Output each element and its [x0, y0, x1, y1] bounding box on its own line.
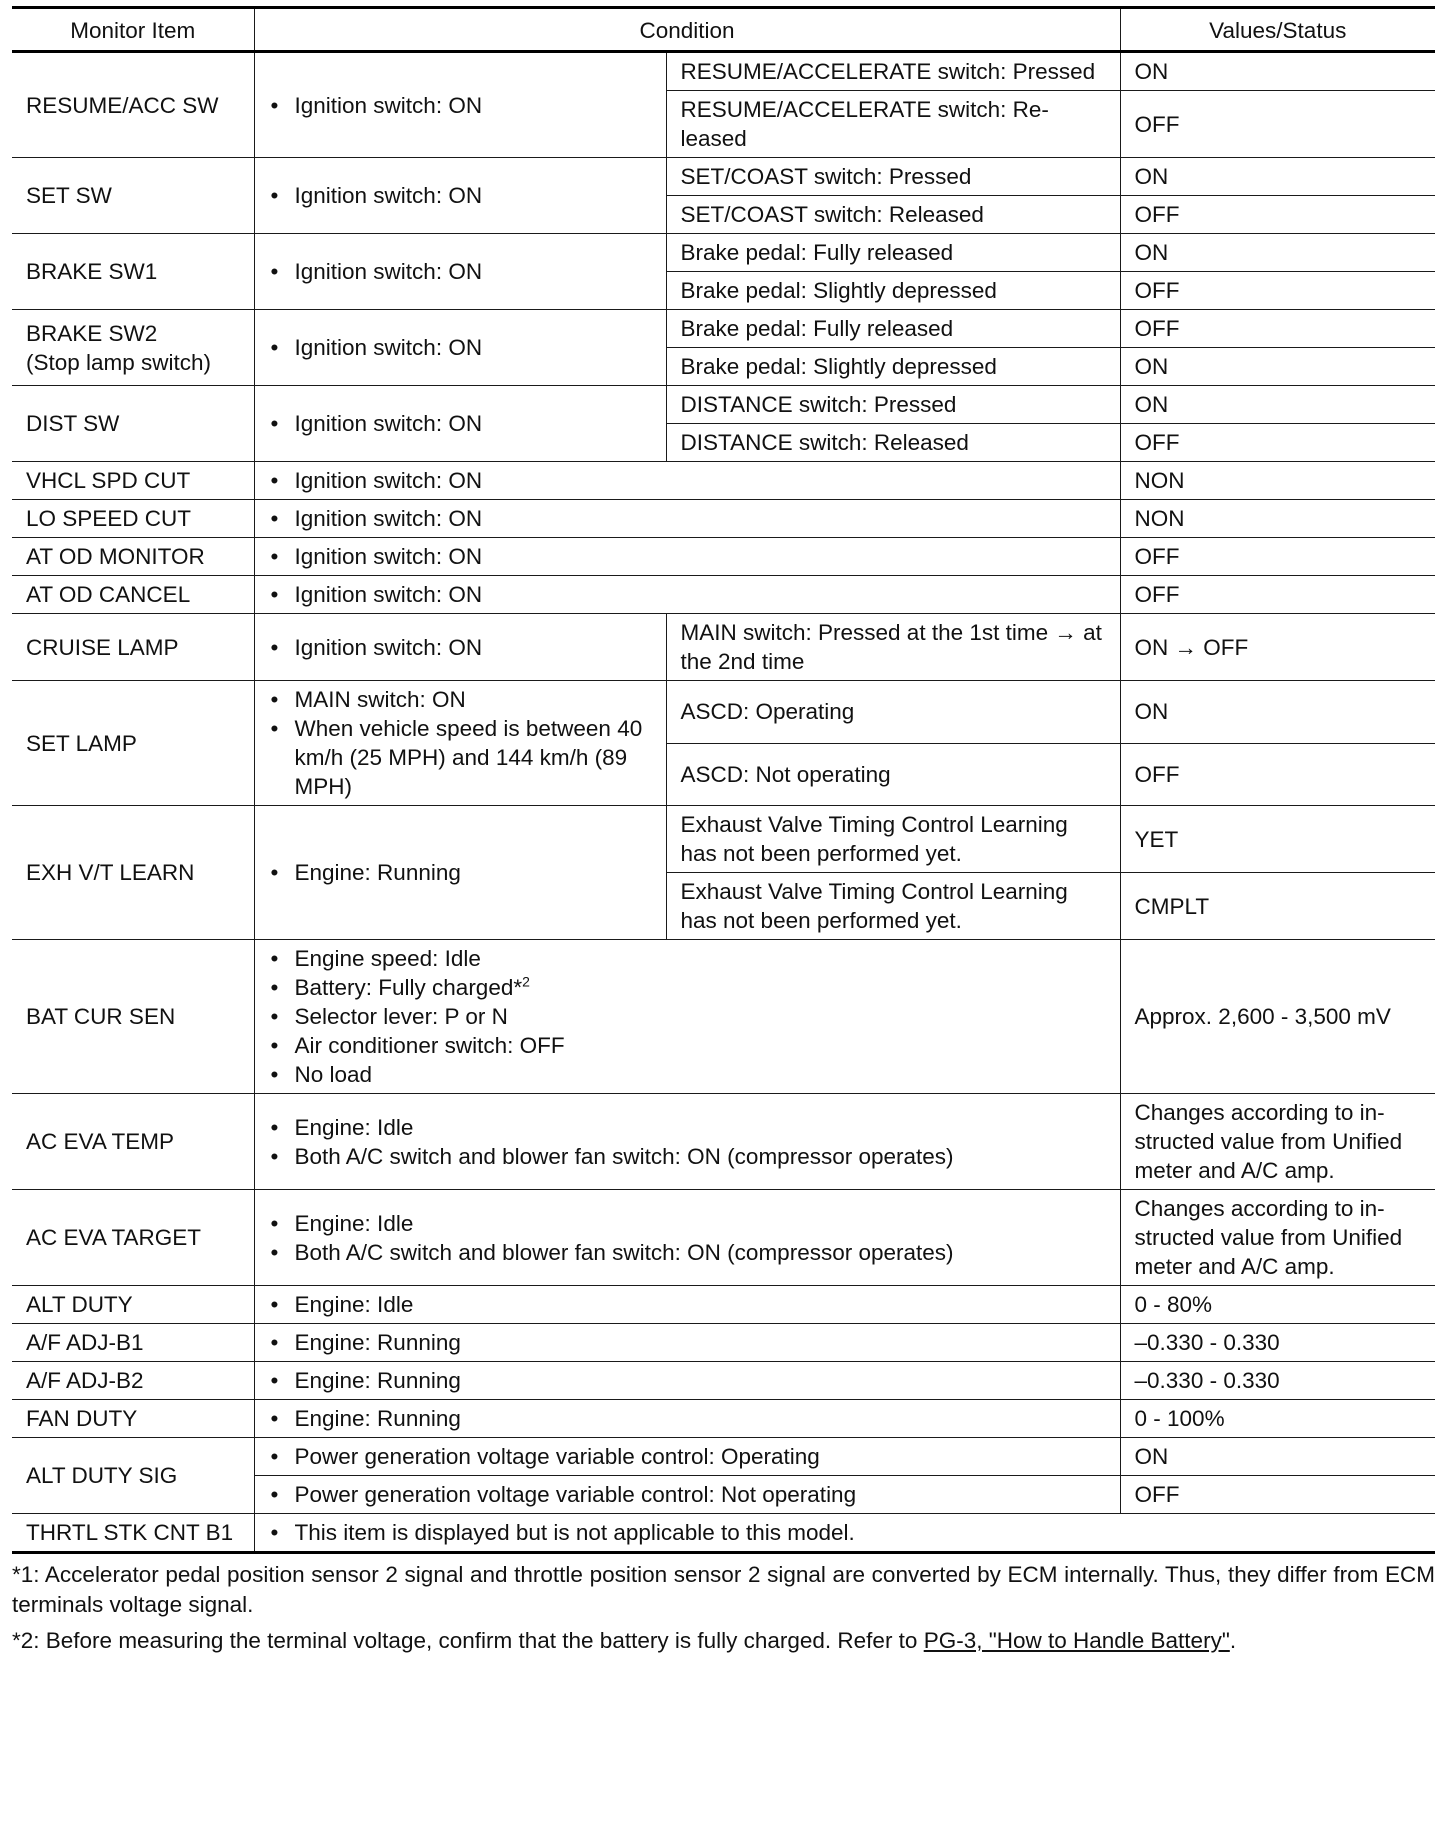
condition-list	[269, 257, 652, 286]
condition-text: Ignition switch: ON	[294, 506, 483, 531]
monitor-item	[12, 538, 254, 576]
condition-text: Ignition switch: ON	[294, 634, 483, 660]
sub-condition: Brake pedal: Fully released	[666, 234, 1120, 272]
condition-bullet	[269, 1060, 1106, 1089]
monitor-item	[12, 614, 254, 681]
condition-cell	[254, 1324, 1120, 1362]
condition-bullet	[269, 1113, 1106, 1142]
monitor-item	[12, 806, 254, 940]
value-status: OFF	[1120, 576, 1435, 614]
monitor-item	[12, 940, 254, 1094]
condition-cell	[254, 158, 666, 234]
table-header-row	[12, 8, 1435, 52]
condition-bullet	[269, 714, 652, 801]
monitor-item	[12, 681, 254, 806]
condition-cell	[254, 1094, 1120, 1190]
value-status: 0 - 100%	[1120, 1400, 1435, 1438]
monitor-table	[12, 6, 1435, 1554]
value-status: Approx. 2,600 - 3,500 mV	[1120, 940, 1435, 1094]
condition-cell	[254, 1514, 1435, 1553]
sub-condition: SET/COAST switch: Pressed	[666, 158, 1120, 196]
value-status: Changes according to in-structed value from Unified meter and A/C amp.	[1120, 1190, 1435, 1286]
condition-bullet	[269, 1209, 1106, 1238]
condition-list	[269, 466, 1106, 495]
condition-list	[269, 1480, 1106, 1509]
condition-text: Selector lever: P or N	[294, 1004, 508, 1029]
table-row	[12, 1324, 1435, 1362]
value-status: OFF	[1120, 196, 1435, 234]
condition-text: Ignition switch: ON	[294, 468, 483, 493]
condition-cell	[254, 940, 1120, 1094]
condition-list	[269, 685, 652, 801]
condition-bullet	[269, 1366, 1106, 1395]
condition-text: Engine: Idle	[294, 1210, 414, 1236]
condition-text: Engine: Running	[294, 860, 461, 885]
table-row	[12, 1190, 1435, 1286]
table-row	[12, 806, 1435, 873]
monitor-item	[12, 310, 254, 386]
monitor-item	[12, 462, 254, 500]
table-row	[12, 462, 1435, 500]
condition-bullet	[269, 257, 652, 286]
monitor-item-label: DIST SW	[26, 411, 120, 436]
table-row	[12, 614, 1435, 681]
condition-list	[269, 858, 652, 887]
condition-list	[269, 944, 1106, 1089]
value-status: –0.330 - 0.330	[1120, 1324, 1435, 1362]
condition-list	[269, 181, 652, 210]
table-row	[12, 310, 1435, 348]
table-row	[12, 538, 1435, 576]
condition-text: Power generation voltage variable control: Operating	[294, 1444, 820, 1469]
table-row	[12, 234, 1435, 272]
table-row	[12, 386, 1435, 424]
condition-list	[269, 1113, 1106, 1171]
sub-condition: Brake pedal: Fully released	[666, 310, 1120, 348]
table-row	[12, 52, 1435, 91]
monitor-item	[12, 234, 254, 310]
footnote-marker: 2	[522, 973, 530, 990]
monitor-item-label: AT OD CANCEL	[26, 582, 191, 607]
value-status: ON	[1120, 386, 1435, 424]
condition-bullet	[269, 91, 652, 120]
sub-condition: Exhaust Valve Timing Control Learning has not been performed yet.	[666, 873, 1120, 940]
condition-text: Ignition switch: ON	[294, 92, 483, 118]
condition-bullet	[269, 685, 652, 714]
condition-cell	[254, 462, 1120, 500]
monitor-item-label: BRAKE SW1	[26, 259, 158, 284]
condition-bullet	[269, 1238, 1106, 1267]
value-status: ON	[1120, 234, 1435, 272]
condition-bullet	[269, 858, 652, 887]
value-status: ON	[1120, 348, 1435, 386]
condition-list	[269, 1404, 1106, 1433]
condition-cell	[254, 681, 666, 806]
sub-condition: Exhaust Valve Timing Control Learning has not been performed yet.	[666, 806, 1120, 873]
value-status: OFF	[1120, 272, 1435, 310]
footnote-2-end: .	[1229, 1628, 1237, 1653]
condition-text: Engine: Idle	[294, 1114, 414, 1140]
value-status: ON	[1120, 681, 1435, 744]
table-row	[12, 681, 1435, 744]
condition-cell	[254, 1190, 1120, 1286]
condition-bullet	[269, 181, 652, 210]
monitor-item-label: AC EVA TEMP	[26, 1129, 174, 1154]
footnote-1: *1: Accelerator pedal position sensor 2 signal and throttle position sensor 2 signal are converted by ECM internally. Thus, they differ from ECM terminals voltage signal.	[12, 1562, 1435, 1617]
monitor-item-label: BRAKE SW2	[26, 320, 158, 346]
monitor-item-label: ALT DUTY SIG	[26, 1463, 178, 1488]
monitor-item-label: EXH V/T LEARN	[26, 860, 195, 885]
monitor-item	[12, 1438, 254, 1514]
monitor-item-label: A/F ADJ-B1	[26, 1330, 144, 1355]
monitor-item	[12, 1362, 254, 1400]
monitor-item	[12, 386, 254, 462]
condition-text: This item is displayed but is not applicable to this model.	[294, 1520, 855, 1545]
condition-bullet	[269, 1518, 1422, 1547]
condition-text: Ignition switch: ON	[294, 582, 483, 607]
table-row	[12, 1438, 1435, 1476]
condition-text: No load	[294, 1062, 373, 1087]
condition-list	[269, 409, 652, 438]
monitor-item	[12, 1324, 254, 1362]
battery-handling-link[interactable]: PG-3, "How to Handle Battery"	[923, 1628, 1230, 1653]
value-status: NON	[1120, 500, 1435, 538]
value-status: YET	[1120, 806, 1435, 873]
condition-list	[269, 633, 652, 662]
table-row	[12, 158, 1435, 196]
condition-text: Ignition switch: ON	[294, 183, 483, 208]
monitor-item-label: THRTL STK CNT B1	[26, 1520, 234, 1545]
condition-cell	[254, 614, 666, 681]
table-row	[12, 1362, 1435, 1400]
condition-cell	[254, 386, 666, 462]
condition-bullet	[269, 542, 1106, 571]
condition-cell	[254, 234, 666, 310]
monitor-item	[12, 1286, 254, 1324]
value-status: ON	[1120, 158, 1435, 196]
value-status: OFF	[1120, 91, 1435, 158]
condition-bullet	[269, 504, 1106, 533]
condition-list	[269, 504, 1106, 533]
monitor-item-label: RESUME/ACC SW	[26, 92, 219, 118]
sub-condition: ASCD: Operating	[666, 681, 1120, 744]
condition-bullet	[269, 1480, 1106, 1509]
monitor-item-label: VHCL SPD CUT	[26, 468, 191, 493]
monitor-item	[12, 158, 254, 234]
sub-condition: RESUME/ACCELERATE switch: Re-leased	[666, 91, 1120, 158]
condition-text: Ignition switch: ON	[294, 259, 483, 284]
monitor-item	[12, 1514, 254, 1553]
condition-text: When vehicle speed is between 40 km/h (25 MPH) and 144 km/h (89 MPH)	[294, 716, 643, 799]
value-status: CMPLT	[1120, 873, 1435, 940]
condition-list	[269, 333, 652, 362]
footnote-2	[12, 1626, 1435, 1656]
table-row	[12, 940, 1435, 1094]
condition-bullet	[269, 409, 652, 438]
value-status: ON	[1120, 1438, 1435, 1476]
monitor-item-label: ALT DUTY	[26, 1292, 133, 1317]
condition-cell	[254, 500, 1120, 538]
sub-condition: DISTANCE switch: Released	[666, 424, 1120, 462]
table-row	[12, 1286, 1435, 1324]
condition-cell	[254, 576, 1120, 614]
monitor-item-label: SET SW	[26, 183, 112, 208]
condition-list	[269, 1442, 1106, 1471]
value-status: OFF	[1120, 1476, 1435, 1514]
condition-bullet	[269, 333, 652, 362]
condition-bullet	[269, 944, 1106, 973]
monitor-item-label: SET LAMP	[26, 730, 137, 756]
monitor-item-label: LO SPEED CUT	[26, 506, 192, 531]
condition-cell	[254, 310, 666, 386]
condition-bullet	[269, 1328, 1106, 1357]
sub-condition: Brake pedal: Slightly depressed	[666, 348, 1120, 386]
condition-bullet	[269, 466, 1106, 495]
condition-bullet	[269, 1002, 1106, 1031]
condition-cell	[254, 1476, 1120, 1514]
sub-condition: SET/COAST switch: Released	[666, 196, 1120, 234]
sub-condition: RESUME/ACCELERATE switch: Pressed	[666, 52, 1120, 91]
condition-cell	[254, 538, 1120, 576]
condition-bullet	[269, 1404, 1106, 1433]
value-status: OFF	[1120, 743, 1435, 806]
value-status: ON	[1120, 52, 1435, 91]
monitor-item-label: AC EVA TARGET	[26, 1225, 202, 1250]
condition-text: MAIN switch: ON	[294, 687, 466, 712]
condition-list	[269, 542, 1106, 571]
condition-cell	[254, 1438, 1120, 1476]
condition-text: Ignition switch: ON	[294, 411, 483, 436]
condition-text: Engine: Running	[294, 1330, 461, 1355]
condition-bullet	[269, 973, 1106, 1002]
value-status: Changes according to in-structed value from Unified meter and A/C amp.	[1120, 1094, 1435, 1190]
monitor-item-sublabel: (Stop lamp switch)	[26, 349, 212, 375]
condition-cell	[254, 1400, 1120, 1438]
value-status: ON → OFF	[1120, 614, 1435, 681]
monitor-item	[12, 1190, 254, 1286]
condition-list	[269, 580, 1106, 609]
footnotes	[12, 1560, 1435, 1656]
condition-text: Engine: Running	[294, 1406, 461, 1431]
condition-text: Power generation voltage variable control: Not operating	[294, 1482, 857, 1507]
monitor-item-label: AT OD MONITOR	[26, 544, 205, 569]
monitor-item	[12, 576, 254, 614]
document-page	[12, 6, 1435, 1662]
condition-list	[269, 1366, 1106, 1395]
condition-text: Both A/C switch and blower fan switch: ON (compressor operates)	[294, 1143, 954, 1169]
sub-condition: MAIN switch: Pressed at the 1st time → at the 2nd time	[666, 614, 1120, 681]
condition-text: Engine: Running	[294, 1368, 461, 1393]
table-row	[12, 1400, 1435, 1438]
value-status: OFF	[1120, 538, 1435, 576]
condition-list	[269, 1518, 1422, 1547]
value-status: –0.330 - 0.330	[1120, 1362, 1435, 1400]
condition-list	[269, 91, 652, 120]
monitor-item	[12, 1400, 254, 1438]
header-monitor-item: Monitor Item	[12, 8, 254, 52]
condition-text: Air conditioner switch: OFF	[294, 1033, 565, 1058]
table-row	[12, 1094, 1435, 1190]
condition-list	[269, 1209, 1106, 1267]
table-row	[12, 576, 1435, 614]
table-row	[12, 500, 1435, 538]
header-values-status: Values/Status	[1120, 8, 1435, 52]
sub-condition: Brake pedal: Slightly depressed	[666, 272, 1120, 310]
condition-bullet	[269, 580, 1106, 609]
condition-bullet	[269, 1031, 1106, 1060]
condition-text: Ignition switch: ON	[294, 335, 483, 360]
condition-text: Engine speed: Idle	[294, 946, 481, 971]
condition-text: Battery: Fully charged*	[294, 975, 523, 1000]
sub-condition: DISTANCE switch: Pressed	[666, 386, 1120, 424]
condition-cell	[254, 1286, 1120, 1324]
condition-cell	[254, 52, 666, 158]
monitor-item-label: FAN DUTY	[26, 1406, 138, 1431]
header-condition: Condition	[254, 8, 1120, 52]
condition-bullet	[269, 1290, 1106, 1319]
monitor-item	[12, 1094, 254, 1190]
sub-condition: ASCD: Not operating	[666, 743, 1120, 806]
monitor-item-label: BAT CUR SEN	[26, 1004, 176, 1029]
condition-bullet	[269, 1142, 1106, 1171]
condition-bullet	[269, 1442, 1106, 1471]
monitor-item-label: CRUISE LAMP	[26, 634, 179, 660]
condition-list	[269, 1328, 1106, 1357]
value-status: 0 - 80%	[1120, 1286, 1435, 1324]
value-status: OFF	[1120, 310, 1435, 348]
condition-text: Ignition switch: ON	[294, 544, 483, 569]
condition-list	[269, 1290, 1106, 1319]
value-status: NON	[1120, 462, 1435, 500]
monitor-item	[12, 52, 254, 158]
condition-bullet	[269, 633, 652, 662]
condition-text: Both A/C switch and blower fan switch: ON (compressor operates)	[294, 1239, 954, 1265]
condition-cell	[254, 806, 666, 940]
condition-cell	[254, 1362, 1120, 1400]
monitor-item-label: A/F ADJ-B2	[26, 1368, 144, 1393]
value-status: OFF	[1120, 424, 1435, 462]
table-row	[12, 1514, 1435, 1553]
monitor-item	[12, 500, 254, 538]
condition-text: Engine: Idle	[294, 1292, 414, 1317]
footnote-2-text: *2: Before measuring the terminal voltage, confirm that the battery is fully charged. Refer to	[12, 1628, 924, 1653]
